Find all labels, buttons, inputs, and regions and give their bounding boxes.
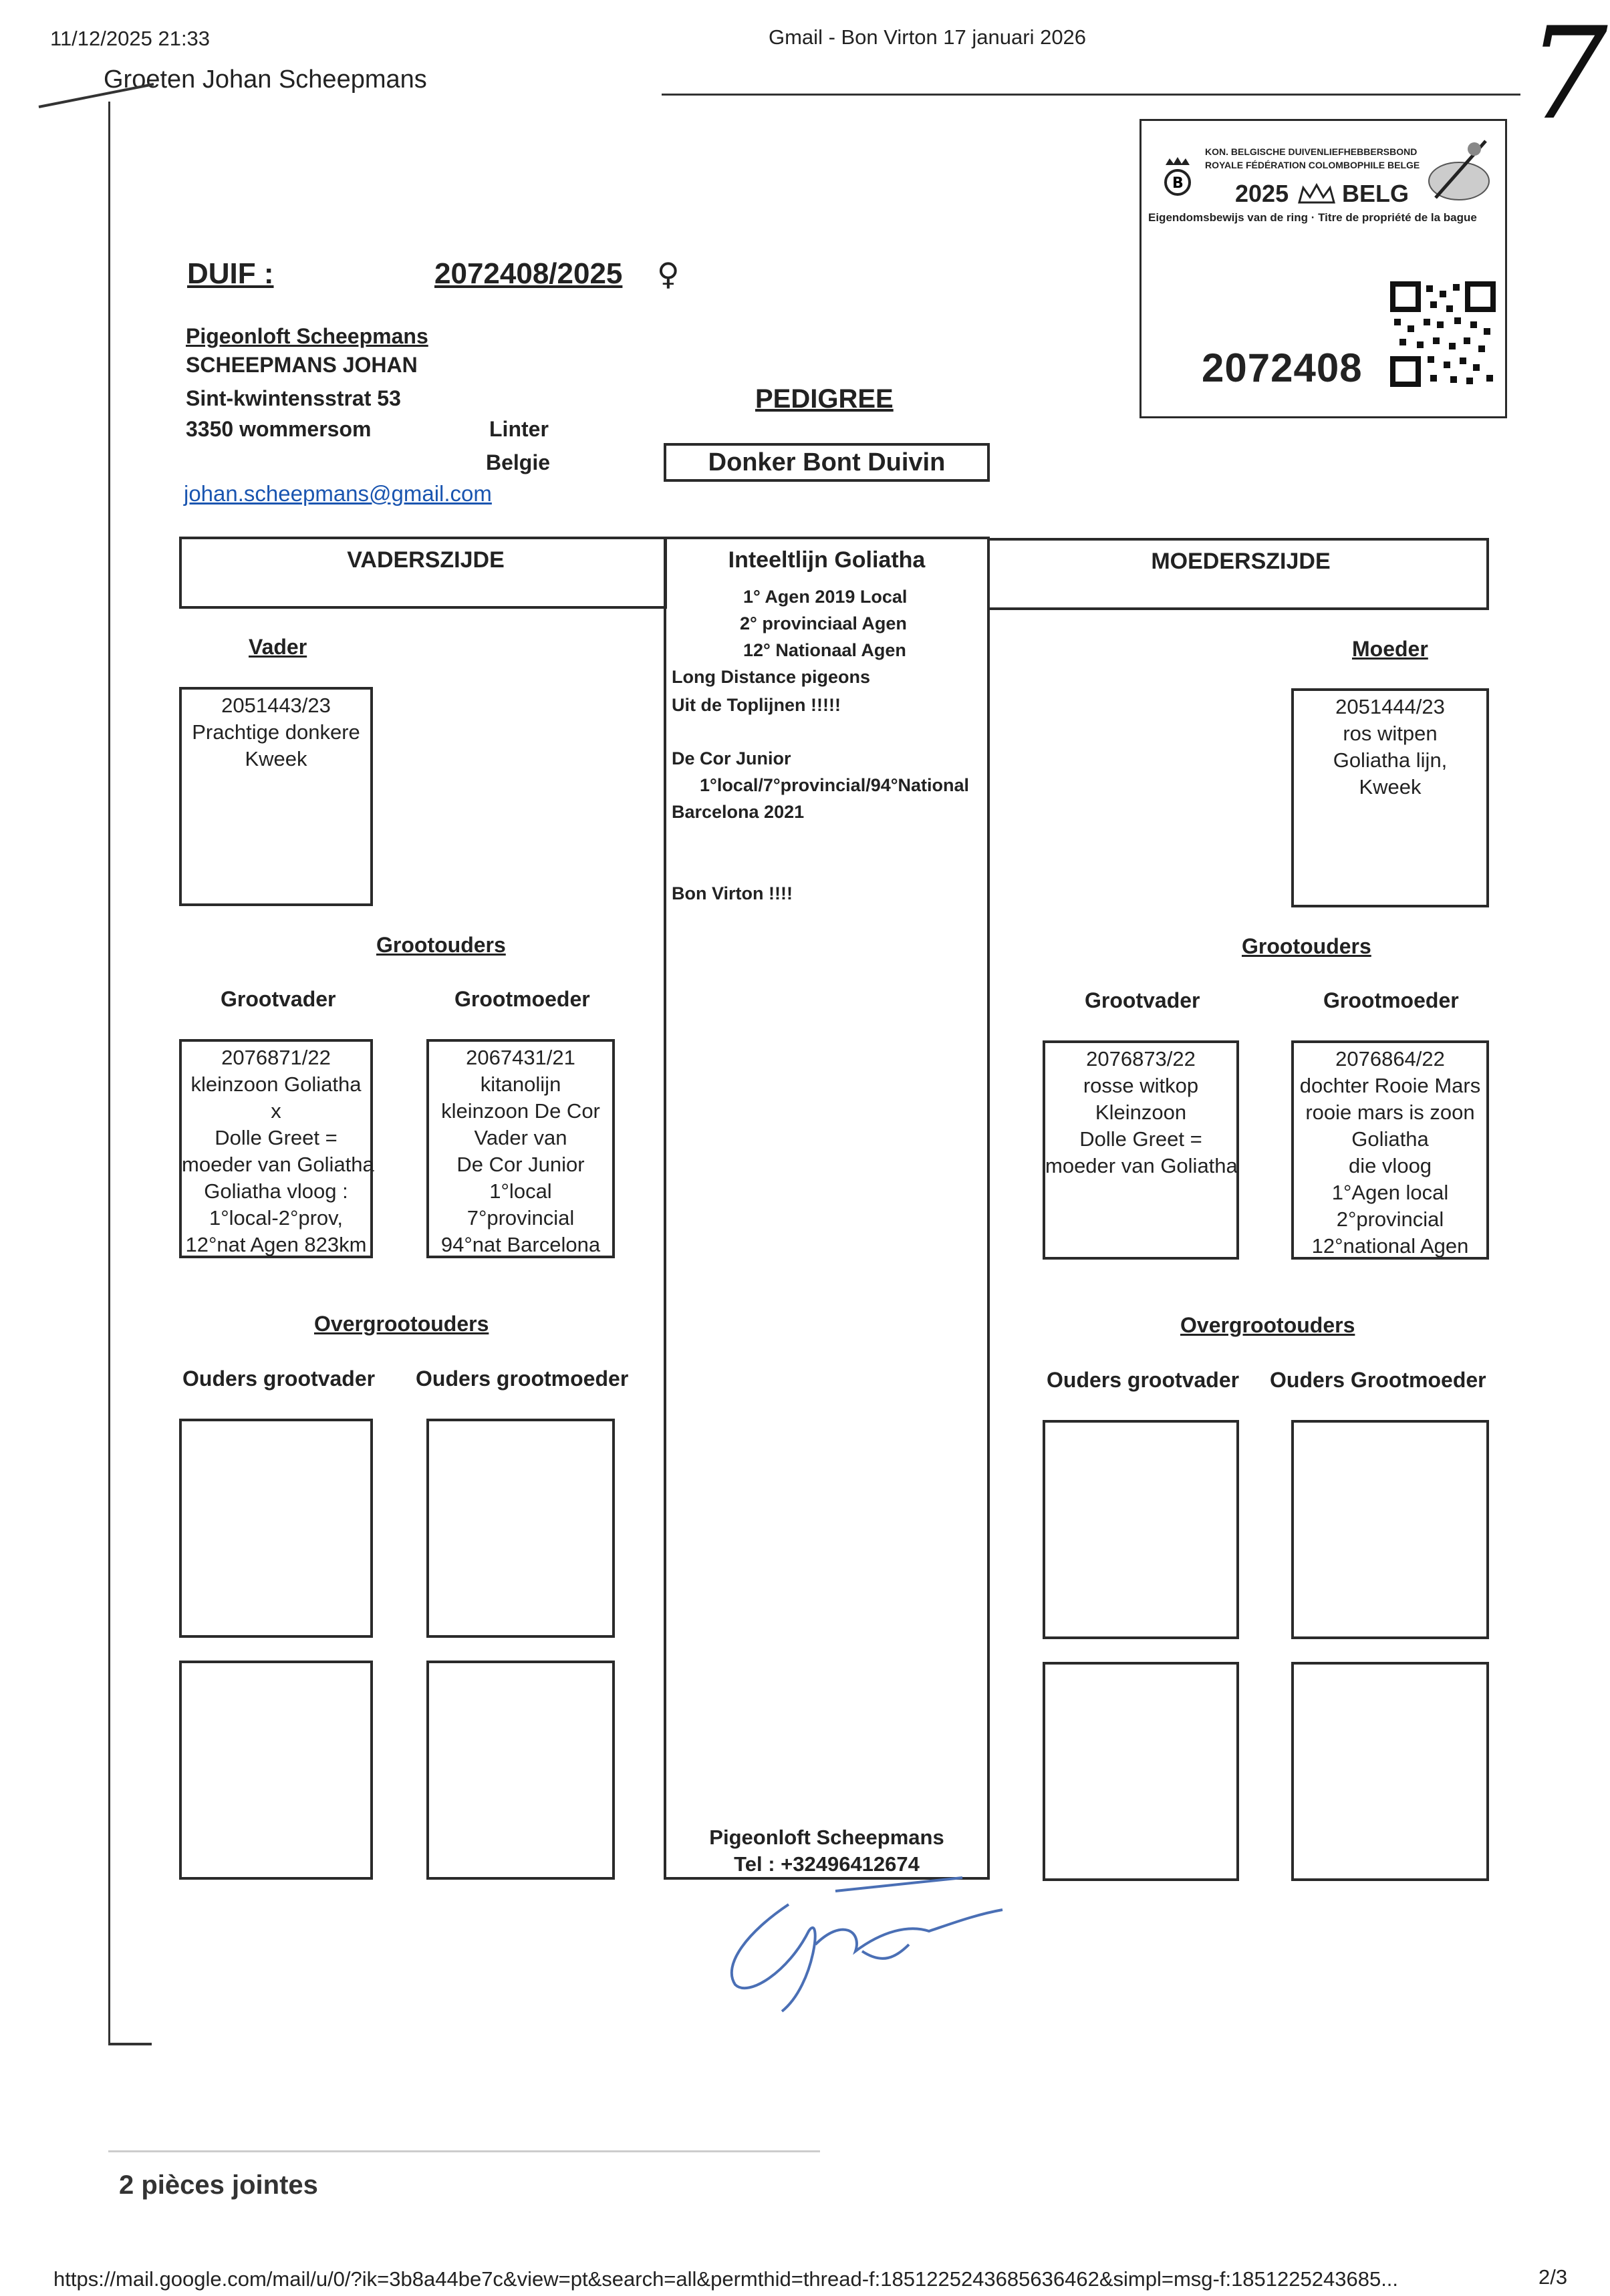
- middle-title: Inteeltlijn Goliatha: [728, 547, 926, 573]
- middle-line-5: Uit de Toplijnen !!!!!: [672, 695, 841, 715]
- paternal-grandfather-box: [179, 1039, 373, 1258]
- mgm-line-4: Goliatha: [1351, 1127, 1429, 1151]
- middle-line-7: 1°local/7°provincial/94°National: [700, 775, 970, 795]
- pigeon-ring: 2072408/2025: [434, 257, 623, 290]
- mother-line-3: Goliatha lijn,: [1333, 748, 1448, 772]
- grandmother-label-right: Grootmoeder: [1323, 988, 1459, 1012]
- pgf-line-4: Dolle Greet =: [215, 1126, 338, 1149]
- mgf-line-4: Dolle Greet =: [1079, 1127, 1202, 1151]
- mother-line-4: Kweek: [1359, 775, 1422, 799]
- ring-certificate: [1139, 119, 1507, 418]
- owner-loft: Pigeonloft Scheepmans: [186, 324, 428, 348]
- middle-footer-tel: Tel : +32496412674: [734, 1852, 920, 1876]
- mother-side-header: [987, 538, 1489, 610]
- owner-email-link[interactable]: johan.scheepmans@gmail.com: [184, 481, 492, 506]
- owner-city: 3350 wommersom: [186, 417, 372, 441]
- mgm-line-1: 2076864/22: [1335, 1047, 1445, 1070]
- pgf-line-8: 12°nat Agen 823km: [185, 1233, 367, 1256]
- print-title: Gmail - Bon Virton 17 januari 2026: [769, 25, 1087, 49]
- great-grandparent-box: [1291, 1662, 1489, 1881]
- middle-line-8: Barcelona 2021: [672, 802, 805, 822]
- frame-left-line: [108, 102, 110, 2045]
- grandparents-label-left: Grootouders: [376, 933, 506, 957]
- middle-footer-loft: Pigeonloft Scheepmans: [709, 1826, 944, 1849]
- grandmother-label-left: Grootmoeder: [454, 987, 590, 1011]
- father-line-2: Prachtige donkere: [192, 720, 360, 744]
- owner-country: Belgie: [486, 450, 551, 474]
- crown-icon: [1297, 182, 1337, 210]
- mgm-line-6: 1°Agen local: [1331, 1181, 1449, 1204]
- pgm-line-4: Vader van: [474, 1126, 567, 1149]
- footer-url: https://mail.google.com/mail/u/0/?ik=3b8a44be7c&view=pt&search=all&permthid=thread-f:1851225243685636462&simpl=msg-f:1851225243685...: [53, 2267, 1399, 2291]
- pgf-line-2: kleinzoon Goliatha: [190, 1072, 362, 1096]
- grandfather-label-left: Grootvader: [221, 987, 336, 1011]
- mother-box: [1291, 688, 1489, 907]
- grandfather-label-right: Grootvader: [1085, 988, 1200, 1012]
- great-grandparent-box: [426, 1661, 615, 1880]
- cert-year: 2025: [1235, 180, 1289, 207]
- frame-top-line: [662, 94, 1520, 96]
- mgf-line-3: Kleinzoon: [1095, 1101, 1187, 1124]
- pen-stroke: [33, 79, 160, 112]
- great-grandparents-label-left: Overgrootouders: [314, 1312, 489, 1336]
- parents-grandmother-label-right: Ouders Grootmoeder: [1270, 1368, 1486, 1392]
- paternal-grandmother-box: [426, 1039, 615, 1258]
- great-grandparent-box: [179, 1419, 373, 1638]
- pgm-line-5: De Cor Junior: [456, 1153, 585, 1176]
- middle-line-9: Bon Virton !!!!: [672, 883, 793, 903]
- pgm-line-7: 7°provincial: [466, 1206, 575, 1230]
- father-label: Vader: [249, 635, 307, 659]
- mother-label: Moeder: [1352, 637, 1428, 661]
- female-symbol-icon: ♀: [657, 256, 680, 292]
- father-box: [179, 687, 373, 906]
- maternal-grandmother-box: [1291, 1040, 1489, 1260]
- mgm-line-5: die vloog: [1348, 1154, 1432, 1177]
- middle-line-1: 1° Agen 2019 Local: [743, 587, 908, 607]
- parents-grandmother-label-left: Ouders grootmoeder: [416, 1367, 629, 1391]
- pgm-line-8: 94°nat Barcelona: [440, 1233, 601, 1256]
- cert-country: BELG: [1342, 180, 1410, 207]
- great-grandparents-label-right: Overgrootouders: [1180, 1313, 1355, 1337]
- owner-name: SCHEEPMANS JOHAN: [186, 353, 418, 377]
- pgm-line-6: 1°local: [489, 1179, 552, 1203]
- greeting: Groeten Johan Scheepmans: [104, 65, 427, 94]
- mother-line-2: ros witpen: [1343, 722, 1438, 745]
- frame-bottom-tick: [108, 2043, 152, 2045]
- great-grandparent-box: [1043, 1420, 1239, 1639]
- mgm-line-3: rooie mars is zoon: [1305, 1101, 1475, 1124]
- owner-street: Sint-kwintensstrat 53: [186, 386, 401, 410]
- qr-code-icon: [1390, 281, 1496, 387]
- cert-caption: Eigendomsbewijs van de ring · Titre de propriété de la bague: [1148, 211, 1477, 224]
- mgf-line-5: moeder van Goliatha: [1045, 1154, 1238, 1177]
- print-datetime: 11/12/2025 21:33: [50, 27, 211, 50]
- pgf-line-3: x: [271, 1099, 281, 1123]
- signature-scribble: [708, 1851, 1016, 2031]
- father-side-header: [179, 537, 667, 609]
- pigeon-emblem-icon: [1422, 134, 1496, 211]
- cert-ring-number: 2072408: [1202, 345, 1363, 390]
- pgf-line-7: 1°local-2°prov,: [209, 1206, 343, 1230]
- mother-line-1: 2051444/23: [1335, 695, 1445, 718]
- parents-grandfather-label-left: Ouders grootvader: [182, 1367, 376, 1391]
- pigeon-color: Donker Bont Duivin: [708, 448, 946, 476]
- page-mark: 7: [1527, 0, 1608, 148]
- parents-grandfather-label-right: Ouders grootvader: [1047, 1368, 1240, 1392]
- federation-logo-icon: [1160, 156, 1195, 197]
- pgm-line-1: 2067431/21: [466, 1046, 575, 1069]
- cert-org-nl: KON. BELGISCHE DUIVENLIEFHEBBERSBOND: [1205, 146, 1418, 157]
- great-grandparent-box: [1043, 1662, 1239, 1881]
- mgf-line-2: rosse witkop: [1083, 1074, 1199, 1097]
- mgm-line-7: 2°provincial: [1336, 1207, 1444, 1231]
- pgm-line-2: kitanolijn: [480, 1072, 561, 1096]
- mgm-line-2: dochter Rooie Mars: [1299, 1074, 1481, 1097]
- owner-town: Linter: [489, 417, 549, 441]
- duif-label: DUIF :: [187, 257, 274, 290]
- pgf-line-1: 2076871/22: [221, 1046, 331, 1069]
- middle-column: [664, 537, 990, 1880]
- great-grandparent-box: [1291, 1420, 1489, 1639]
- attachments-label[interactable]: 2 pièces jointes: [119, 2170, 318, 2200]
- pedigree-title: PEDIGREE: [755, 384, 894, 414]
- pgf-line-6: Goliatha vloog :: [204, 1179, 348, 1203]
- cert-org-fr: ROYALE FÉDÉRATION COLOMBOPHILE BELGE: [1205, 160, 1420, 170]
- middle-line-4: Long Distance pigeons: [672, 667, 871, 687]
- great-grandparent-box: [179, 1661, 373, 1880]
- mgf-line-1: 2076873/22: [1086, 1047, 1196, 1070]
- maternal-grandfather-box: [1043, 1040, 1239, 1260]
- father-line-1: 2051443/23: [221, 694, 331, 717]
- great-grandparent-box: [426, 1419, 615, 1638]
- middle-line-6: De Cor Junior: [672, 748, 791, 768]
- father-line-3: Kweek: [245, 747, 307, 770]
- color-box: [664, 443, 990, 482]
- page-number: 2/3: [1538, 2265, 1568, 2289]
- svg-text:B: B: [1172, 175, 1184, 192]
- middle-line-2: 2° provinciaal Agen: [740, 613, 907, 633]
- attachments-divider: [108, 2150, 820, 2152]
- pgf-line-5: moeder van Goliatha: [182, 1153, 374, 1176]
- middle-line-3: 12° Nationaal Agen: [743, 640, 906, 660]
- mgm-line-8: 12°national Agen: [1311, 1234, 1469, 1258]
- father-side-label: VADERSZIJDE: [347, 547, 505, 573]
- grandparents-label-right: Grootouders: [1242, 934, 1371, 958]
- pgm-line-3: kleinzoon De Cor: [441, 1099, 600, 1123]
- mother-side-label: MOEDERSZIJDE: [1151, 549, 1331, 574]
